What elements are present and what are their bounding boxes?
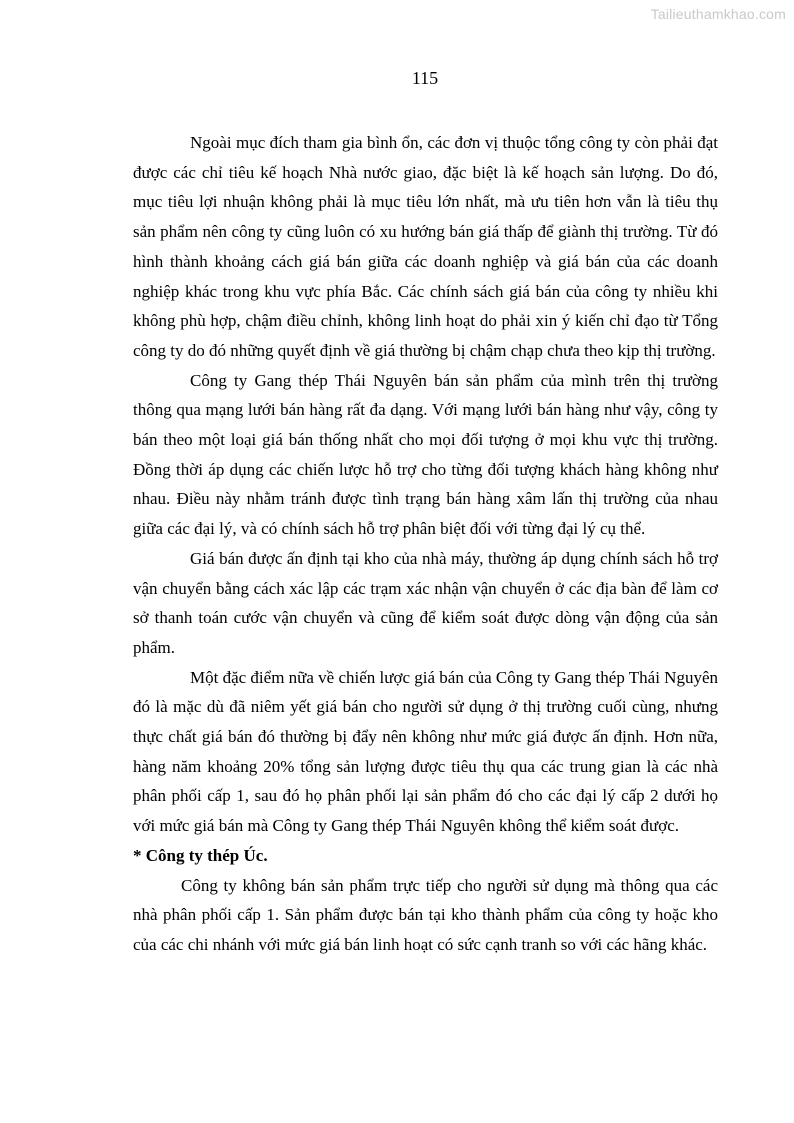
document-body — [133, 128, 718, 960]
section-paragraph: Công ty không bán sản phẩm trực tiếp cho người sử dụng mà thông qua các nhà phân phối cấp 1. Sản phẩm được bán tại kho thành phẩm của công ty hoặc kho của các chi nhánh với mức giá bán linh hoạt có sức cạnh tranh so với các hãng khác. — [133, 875, 718, 954]
paragraph-3: Giá bán được ấn định tại kho của nhà máy, thường áp dụng chính sách hỗ trợ vận chuyển bằng cách xác lập các trạm xác nhận vận chuyển ở các địa bàn để làm cơ sở thanh toán cước vận chuyển và cũng để kiểm soát được dòng vận động của sản phẩm. — [133, 548, 718, 657]
paragraph-1: Ngoài mục đích tham gia bình ổn, các đơn vị thuộc tổng công ty còn phải đạt được các chỉ tiêu kế hoạch Nhà nước giao, đặc biệt là kế hoạch sản lượng. Do đó, mục tiêu lợi nhuận không phải là mục tiêu lớn nhất, mà ưu tiên hơn vẫn là tiêu thụ sản phẩm nên công ty cũng luôn có xu hướng bán giá thấp để giành thị trường. Từ đó hình thành khoảng cách giá bán giữa các doanh nghiệp và giá bán của các doanh nghiệp khác trong khu vực phía Bắc. Các chính sách giá bán của công ty nhiều khi không phù hợp, chậm điều chỉnh, không linh hoạt do phải xin ý kiến chỉ đạo từ Tổng công ty do đó những quyết định về giá thường bị chậm chạp chưa theo kịp thị trường. — [133, 133, 718, 360]
watermark-text: Tailieuthamkhao.com — [650, 6, 786, 22]
paragraph-4: Một đặc điểm nữa về chiến lược giá bán của Công ty Gang thép Thái Nguyên đó là mặc dù đã niêm yết giá bán cho người sử dụng ở thị trường cuối cùng, nhưng thực chất giá bán đó thường bị đẩy nên không như mức giá được ấn định. Hơn nữa, hàng năm khoảng 20% tổng sản lượng được tiêu thụ qua các trung gian là các nhà phân phối cấp 1, sau đó họ phân phối lại sản phẩm đó cho các đại lý cấp 2 dưới họ với mức giá bán mà Công ty Gang thép Thái Nguyên không thể kiểm soát được. — [133, 667, 718, 836]
section-heading: * Công ty thép Úc. — [133, 845, 268, 865]
page-number: 115 — [411, 68, 439, 88]
paragraph-2: Công ty Gang thép Thái Nguyên bán sản phẩm của mình trên thị trường thông qua mạng lưới bán hàng rất đa dạng. Với mạng lưới bán hàng như vậy, công ty bán theo một loại giá bán thống nhất cho mọi đối tượng ở mọi khu vực thị trường. Đồng thời áp dụng các chiến lược hỗ trợ cho từng đối tượng khách hàng không như nhau. Điều này nhằm tránh được tình trạng bán hàng xâm lấn thị trường của nhau giữa các đại lý, và có chính sách hỗ trợ phân biệt đối với từng đại lý cụ thể. — [133, 370, 718, 539]
